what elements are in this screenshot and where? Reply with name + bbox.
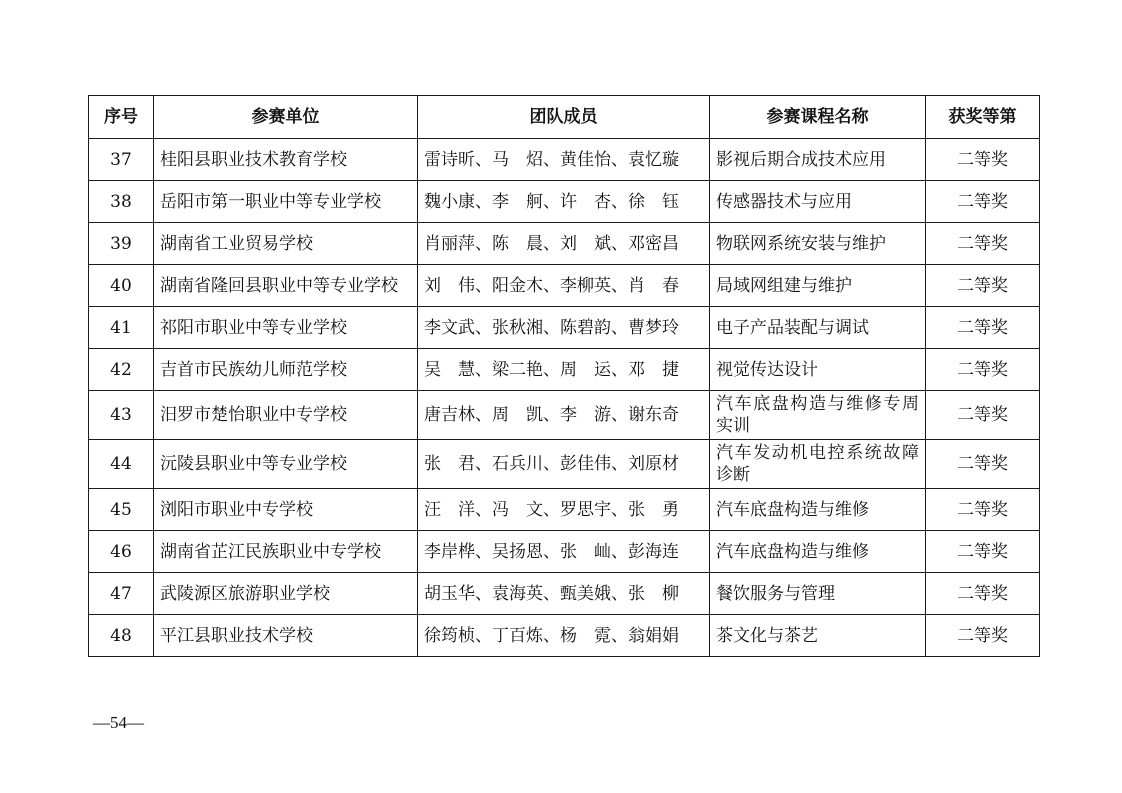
cell-serial-number: 47 xyxy=(89,573,154,615)
cell-serial-number: 42 xyxy=(89,349,154,391)
cell-award-level: 二等奖 xyxy=(926,531,1040,573)
header-award-level: 获奖等第 xyxy=(926,96,1040,139)
table-row xyxy=(89,349,1040,391)
cell-course-name: 茶文化与茶艺 xyxy=(710,615,926,657)
cell-award-level: 二等奖 xyxy=(926,615,1040,657)
cell-serial-number: 46 xyxy=(89,531,154,573)
table-header-row xyxy=(89,96,1040,139)
cell-award-level: 二等奖 xyxy=(926,391,1040,440)
header-team-members: 团队成员 xyxy=(418,96,710,139)
cell-serial-number: 44 xyxy=(89,440,154,489)
cell-team-members: 唐吉林、周 凯、李 游、谢东奇 xyxy=(418,391,710,440)
cell-participating-unit: 汨罗市楚怡职业中专学校 xyxy=(154,391,418,440)
table-row xyxy=(89,440,1040,489)
cell-award-level: 二等奖 xyxy=(926,440,1040,489)
cell-participating-unit: 祁阳市职业中等专业学校 xyxy=(154,307,418,349)
cell-award-level: 二等奖 xyxy=(926,307,1040,349)
page-number: —54— xyxy=(93,713,144,732)
cell-course-name: 汽车底盘构造与维修 xyxy=(710,531,926,573)
cell-team-members: 胡玉华、袁海英、甄美娥、张 柳 xyxy=(418,573,710,615)
header-participating-unit: 参赛单位 xyxy=(154,96,418,139)
cell-course-name: 传感器技术与应用 xyxy=(710,181,926,223)
cell-team-members: 李岸桦、吴扬恩、张 屾、彭海连 xyxy=(418,531,710,573)
table-row xyxy=(89,391,1040,440)
cell-team-members: 刘 伟、阳金木、李柳英、肖 春 xyxy=(418,265,710,307)
cell-team-members: 肖丽萍、陈 晨、刘 斌、邓密昌 xyxy=(418,223,710,265)
table-row xyxy=(89,531,1040,573)
cell-serial-number: 43 xyxy=(89,391,154,440)
table-row xyxy=(89,615,1040,657)
cell-serial-number: 48 xyxy=(89,615,154,657)
cell-course-name: 汽车发动机电控系统故障诊断 xyxy=(710,440,926,489)
cell-course-name: 餐饮服务与管理 xyxy=(710,573,926,615)
cell-participating-unit: 湖南省芷江民族职业中专学校 xyxy=(154,531,418,573)
cell-participating-unit: 浏阳市职业中专学校 xyxy=(154,489,418,531)
header-course-name: 参赛课程名称 xyxy=(710,96,926,139)
cell-participating-unit: 沅陵县职业中等专业学校 xyxy=(154,440,418,489)
cell-serial-number: 37 xyxy=(89,139,154,181)
cell-team-members: 吴 慧、梁二艳、周 运、邓 捷 xyxy=(418,349,710,391)
cell-course-name: 汽车底盘构造与维修专周实训 xyxy=(710,391,926,440)
cell-award-level: 二等奖 xyxy=(926,349,1040,391)
table-row xyxy=(89,573,1040,615)
cell-award-level: 二等奖 xyxy=(926,223,1040,265)
award-table xyxy=(88,95,1040,657)
table-row xyxy=(89,181,1040,223)
cell-team-members: 张 君、石兵川、彭佳伟、刘原材 xyxy=(418,440,710,489)
cell-serial-number: 40 xyxy=(89,265,154,307)
cell-participating-unit: 吉首市民族幼儿师范学校 xyxy=(154,349,418,391)
cell-participating-unit: 岳阳市第一职业中等专业学校 xyxy=(154,181,418,223)
cell-team-members: 汪 洋、冯 文、罗思宇、张 勇 xyxy=(418,489,710,531)
cell-award-level: 二等奖 xyxy=(926,265,1040,307)
cell-team-members: 魏小康、李 舸、许 杏、徐 钰 xyxy=(418,181,710,223)
table-row xyxy=(89,223,1040,265)
cell-course-name: 物联网系统安装与维护 xyxy=(710,223,926,265)
cell-serial-number: 45 xyxy=(89,489,154,531)
cell-participating-unit: 湖南省工业贸易学校 xyxy=(154,223,418,265)
cell-award-level: 二等奖 xyxy=(926,181,1040,223)
cell-course-name: 电子产品装配与调试 xyxy=(710,307,926,349)
cell-serial-number: 39 xyxy=(89,223,154,265)
cell-participating-unit: 武陵源区旅游职业学校 xyxy=(154,573,418,615)
cell-award-level: 二等奖 xyxy=(926,489,1040,531)
cell-course-name: 汽车底盘构造与维修 xyxy=(710,489,926,531)
cell-team-members: 雷诗昕、马 炤、黄佳怡、袁忆璇 xyxy=(418,139,710,181)
cell-course-name: 视觉传达设计 xyxy=(710,349,926,391)
cell-team-members: 徐筠桢、丁百炼、杨 霓、翁娟娟 xyxy=(418,615,710,657)
cell-team-members: 李文武、张秋湘、陈碧韵、曹梦玲 xyxy=(418,307,710,349)
cell-course-name: 局域网组建与维护 xyxy=(710,265,926,307)
cell-serial-number: 38 xyxy=(89,181,154,223)
table-row xyxy=(89,265,1040,307)
cell-participating-unit: 湖南省隆回县职业中等专业学校 xyxy=(154,265,418,307)
cell-award-level: 二等奖 xyxy=(926,139,1040,181)
cell-serial-number: 41 xyxy=(89,307,154,349)
cell-award-level: 二等奖 xyxy=(926,573,1040,615)
table-row xyxy=(89,139,1040,181)
table-row xyxy=(89,307,1040,349)
cell-course-name: 影视后期合成技术应用 xyxy=(710,139,926,181)
cell-participating-unit: 平江县职业技术学校 xyxy=(154,615,418,657)
table-row xyxy=(89,489,1040,531)
cell-participating-unit: 桂阳县职业技术教育学校 xyxy=(154,139,418,181)
header-serial-number: 序号 xyxy=(89,96,154,139)
